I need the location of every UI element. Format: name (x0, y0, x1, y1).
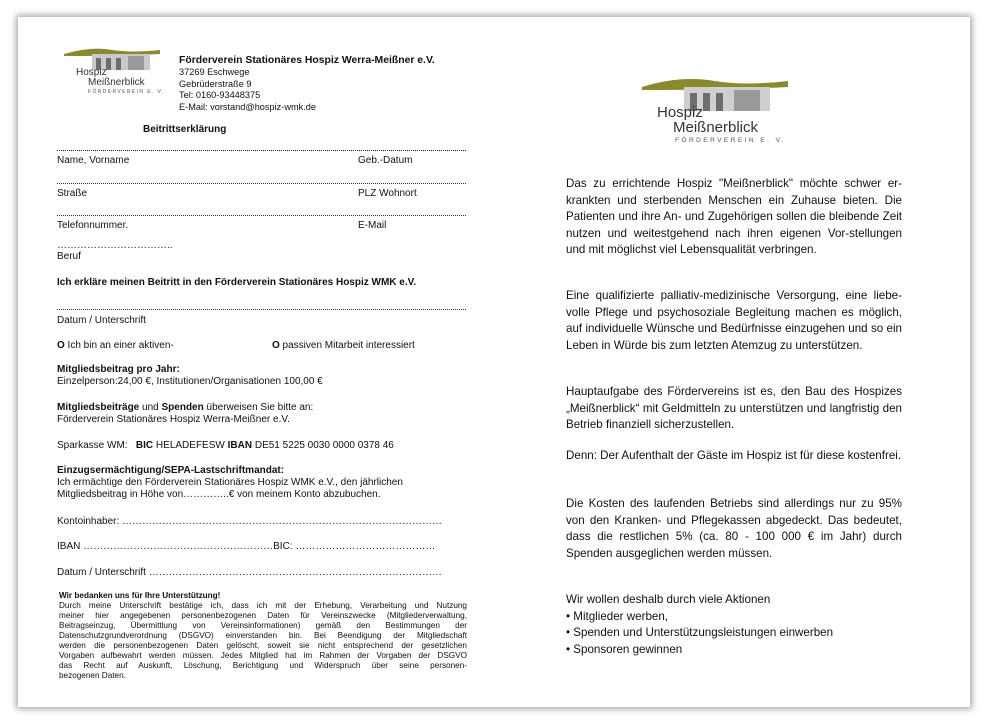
fee-text: Einzelperson:24,00 €, Institutionen/Organisationen 100,00 € (57, 376, 323, 387)
org-email: E-Mail: vorstand@hospiz-wmk.de (179, 101, 316, 112)
option-passive[interactable] (272, 340, 415, 353)
actions-intro: Wir wollen deshalb durch viele Aktionen (566, 593, 771, 606)
email-label: E-Mail (358, 220, 387, 231)
paragraph-purpose (566, 384, 902, 434)
transfer-tail: überweisen Sie bitte an: (203, 402, 314, 413)
bic-value: HELADEFESW (153, 440, 228, 451)
org-address (179, 67, 316, 113)
privacy-line: Datenschutzgrundverordnung (DSGVO) einverstanden bin. Bei Beendigung der Mitgliedschaft (59, 631, 467, 640)
bank-details (57, 440, 394, 453)
logo-small-line3: FÖRDERVEREIN E. V. (88, 89, 165, 95)
org-street: Gebrüderstraße 9 (179, 78, 252, 89)
privacy-text (59, 601, 467, 681)
transfer-bold-fees: Mitgliedsbeiträge (57, 402, 140, 413)
logo-large-line3: FÖRDERVEREIN E. V. (675, 137, 786, 144)
form-title: Beitrittserklärung (143, 124, 227, 135)
name-line[interactable] (57, 150, 466, 151)
job-label: Beruf (57, 251, 81, 262)
paragraph-mission (566, 176, 902, 259)
privacy-line: Vorgaben aufbewahrt werden müssen. Jedes Mitglied hat im Rahmen der Vorgaben der DSGVO (59, 651, 467, 660)
date-signature-field[interactable]: Datum / Unterschrift ……………………………………………………………………………. (57, 567, 442, 578)
date-signature-label: Datum / Unterschrift (57, 315, 146, 326)
privacy-line: meiner hier angegebenen personenbezogenen Daten für Vereinszwecke (Mitgliederverwaltung, (59, 611, 467, 620)
paragraph-free-stay-text: Denn: Der Aufenthalt der Gäste im Hospiz ist für diese kostenfrei. (566, 449, 902, 462)
action-bullet: • Sponsoren gewinnen (566, 642, 683, 656)
paragraph-purpose-text: Hauptaufgabe des Fördervereins ist es, den Bau des Hospizes „Meißnerblick“ mit Geldmitteln zu unterstützen und langfristig den Betrieb finanziell sicherzustellen. (566, 385, 902, 432)
org-name: Förderverein Stationäres Hospiz Werra-Meißner e.V. (179, 55, 435, 66)
membership-declaration: Ich erkläre meinen Beitritt in den Förderverein Stationäres Hospiz WMK e.V. (57, 277, 417, 288)
job-line[interactable]: …………………………….. (57, 240, 173, 251)
privacy-line: Beitragseinzug, Übermittlung von Vereinsinformationen) gemäß den Bestimmungen der (59, 621, 467, 630)
bank-name: Sparkasse WM: (57, 440, 128, 451)
paragraph-care (566, 288, 902, 354)
transfer-recipient: Förderverein Stationäres Hospiz Werra-Meißner e.V. (57, 414, 290, 425)
transfer-instruction (57, 402, 313, 415)
sepa-line2: Mitgliedsbeitrag in Höhe von…………..€ von meinem Konto abzubuchen. (57, 489, 381, 500)
bic-label: BIC (135, 440, 154, 451)
option-active[interactable] (57, 340, 174, 353)
logo-large-line1: Hospiz (657, 104, 703, 121)
transfer-bold-donations: Spenden (161, 402, 204, 413)
paragraph-costs (566, 496, 902, 562)
birth-label: Geb.-Datum (358, 155, 413, 166)
sepa-title: Einzugsermächtigung/SEPA-Lastschriftmandat: (57, 465, 285, 476)
logo-small-line2: Meißnerblick (88, 77, 145, 88)
logo-small-line1: Hospiz (76, 67, 107, 78)
paragraph-mission-text: Das zu errichtende Hospiz "Meißnerblick" möchte schwer er-krankten und sterbenden Menschen ein Zuhause bieten. Die Patienten und ihre An- und Zugehörigen sollen die bleibende Zeit nutzen und weitestgehend nach ihren eigenen Vor-stellungen und mit möglichst viel Lebensqualität verbringen. (566, 177, 902, 257)
street-line[interactable] (57, 183, 466, 184)
paragraph-actions (566, 592, 902, 658)
paragraph-free-stay (566, 448, 902, 465)
transfer-and: und (139, 402, 162, 413)
iban-value: DE51 5225 0030 0000 0378 46 (252, 440, 394, 451)
fee-title: Mitgliedsbeitrag pro Jahr: (57, 364, 180, 375)
plz-label: PLZ Wohnort (358, 188, 417, 199)
privacy-line: werden die personenbezogenen Daten gelöscht, soweit sie nicht entsprechend der gesetzlichen (59, 641, 467, 650)
sepa-line1: Ich ermächtige den Förderverein Stationäres Hospiz WMK e.V., den jährlichen (57, 477, 403, 488)
iban-label: IBAN (227, 440, 253, 451)
org-tel: Tel: 0160-93448375 (179, 90, 261, 100)
phone-line[interactable] (57, 215, 466, 216)
phone-label: Telefonnummer. (57, 220, 129, 231)
privacy-line: Durch meine Unterschrift bestätige ich, dass ich mit der Erhebung, Verarbeitung und Nutzung (59, 601, 467, 610)
paragraph-costs-text: Die Kosten des laufenden Betriebs sind allerdings nur zu 95% von den Kranken- und Pflegekassen abgedeckt. Das bedeutet, dass die restlichen 5% (ca. 80 - 100 000 € im Jahr) durch Spenden ausgeglichen werden müssen. (566, 497, 902, 560)
option-active-circle[interactable]: O (57, 340, 65, 351)
name-label: Name, Vorname (57, 155, 130, 166)
signature-line[interactable] (57, 309, 466, 310)
option-passive-label: passiven Mitarbeit interessiert (279, 340, 415, 351)
org-city: 37269 Eschwege (179, 67, 250, 77)
option-active-label: Ich bin an einer aktiven- (64, 340, 174, 351)
option-passive-circle[interactable]: O (272, 340, 280, 351)
iban-bic-field[interactable]: IBAN …………………………………………………BIC: …………………………………… (57, 541, 436, 552)
street-label: Straße (57, 188, 88, 199)
account-holder-field[interactable]: Kontoinhaber: …………………………………………………………………………………… (57, 516, 443, 527)
action-bullet: • Spenden und Unterstützungsleistungen einwerben (566, 626, 834, 640)
thanks-title: Wir bedanken uns für Ihre Unterstützung! (59, 591, 221, 600)
paragraph-care-text: Eine qualifizierte palliativ-medizinische Versorgung, eine liebe-volle Pflege und psychosoziale Begleitung machen es möglich, auf individuelle Wünsche und Bedürfnisse einzugehen und so ein Leben in Würde bis zum letzten Atemzug zu unterstützen. (566, 289, 902, 352)
privacy-line: bezogenen Daten. (59, 671, 126, 680)
logo-large-line2: Meißnerblick (673, 119, 759, 136)
action-bullet: • Mitglieder werben, (566, 609, 669, 623)
privacy-line: das Recht auf Auskunft, Löschung, Berichtigung und Widerspruch über seine personen- (59, 661, 467, 670)
